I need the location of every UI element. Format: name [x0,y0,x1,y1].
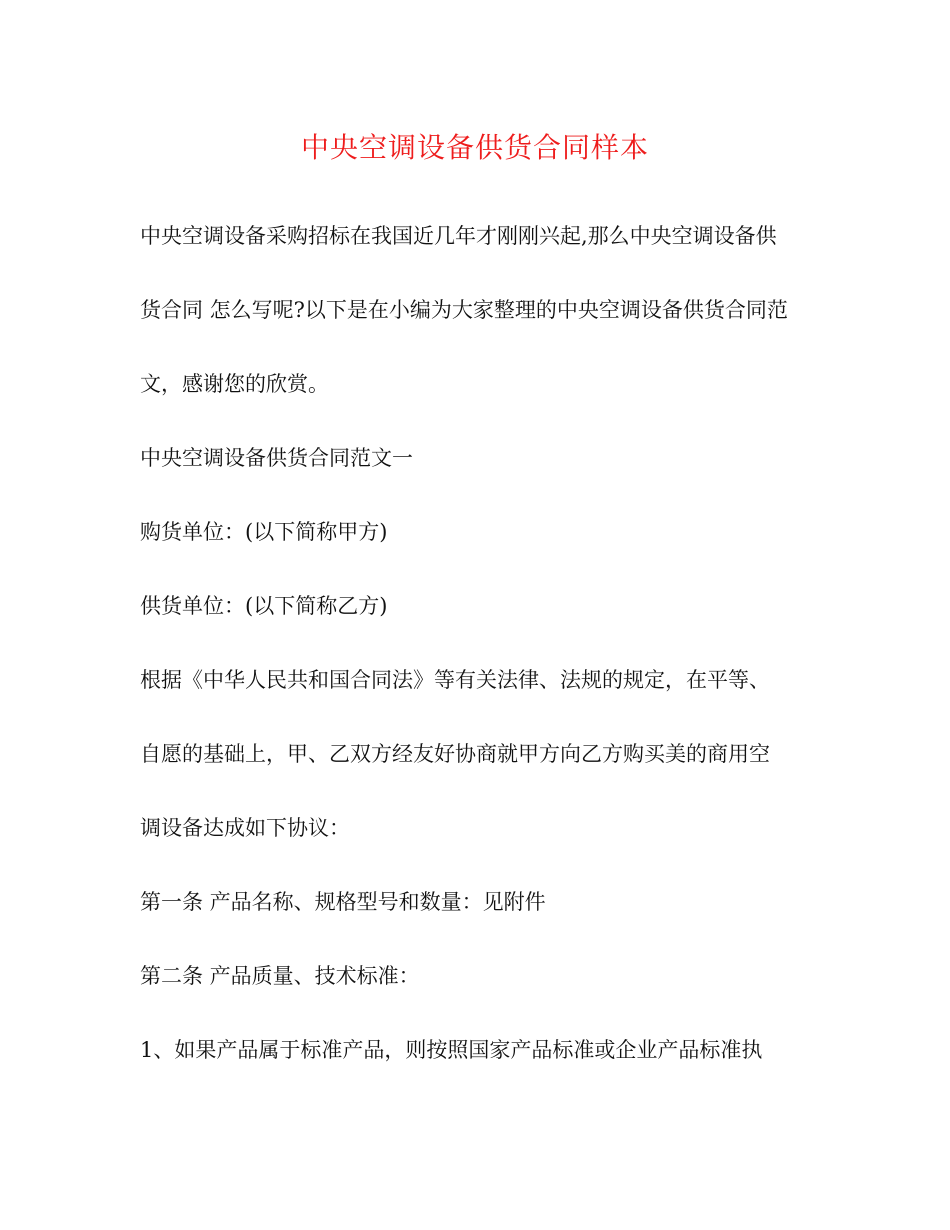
document-body [140,213,820,1101]
paragraph-line: 调设备达成如下协议： [140,816,350,840]
article-line: 第一条 产品名称、规格型号和数量：见附件 [140,890,546,914]
article-line: 第二条 产品质量、技术标准： [140,964,420,988]
paragraph-line: 中央空调设备采购招标在我国近几年才刚刚兴起,那么中央空调设备供 [140,224,777,248]
section-heading: 中央空调设备供货合同范文一 [140,446,413,470]
paragraph-line: 根据《中华人民共和国合同法》等有关法律、法规的规定，在平等、 [140,668,770,692]
document-title: 中央空调设备供货合同样本 [300,131,649,164]
paragraph-line: 货合同 怎么写呢?以下是在小编为大家整理的中央空调设备供货合同范 [140,298,788,322]
buyer-line: 购货单位：(以下简称甲方) [140,520,388,544]
paragraph-line: 自愿的基础上，甲、乙双方经友好协商就甲方向乙方购买美的商用空 [140,742,770,766]
supplier-line: 供货单位：(以下简称乙方) [140,594,388,618]
clause-line: 1、如果产品属于标准产品，则按照国家产品标准或企业产品标准执 [140,1038,763,1062]
paragraph-line: 文，感谢您的欣赏。 [140,372,329,396]
